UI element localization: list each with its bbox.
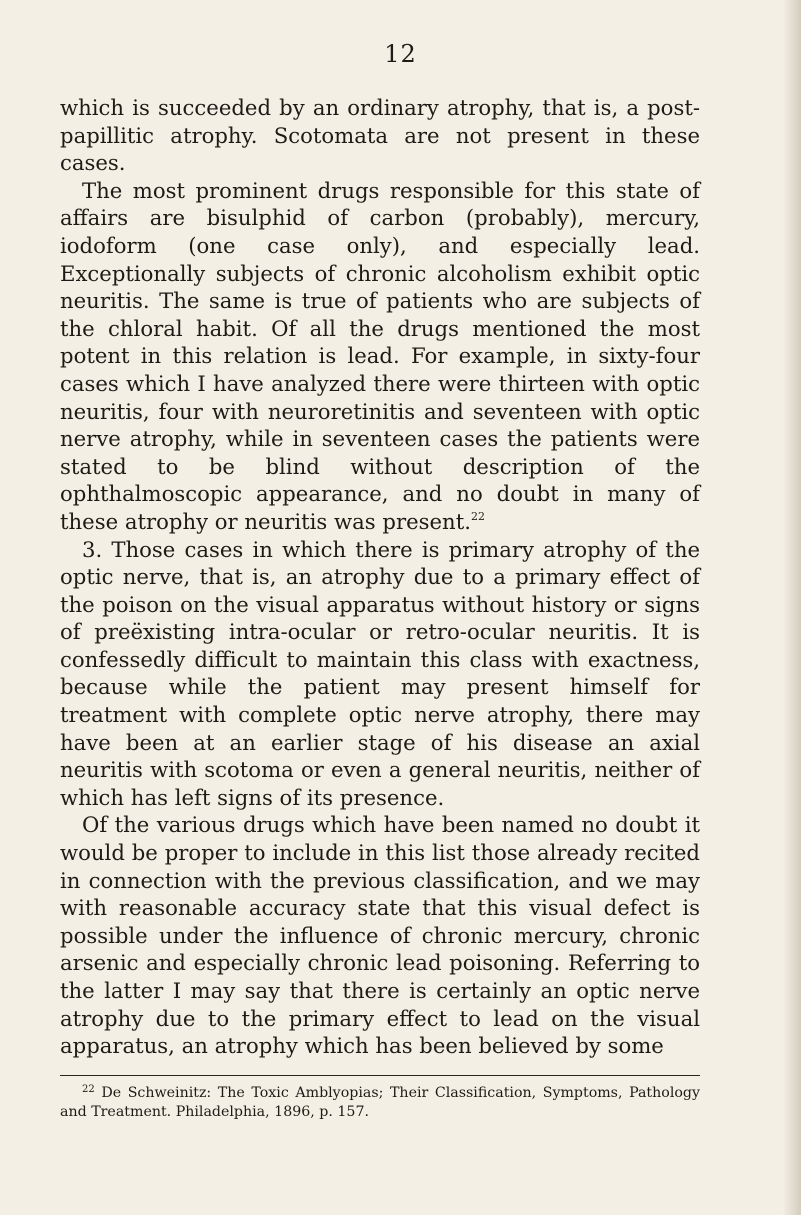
paragraph-2 xyxy=(60,177,700,536)
footnote-number: 22 xyxy=(82,1084,95,1095)
footnote xyxy=(60,1084,700,1122)
paragraph-3: 3. Those cases in which there is primary atrophy of the optic nerve, that is, an atrophy due to a primary effect of the poison on the visual apparatus without history or signs of preëxisting intra-ocular or retro-ocular neuritis. It is confessedly difficult to maintain this class with exactness, because while the patient may present himself for treatment with complete optic nerve atrophy, there may have been at an earlier stage of his disease an axial neuritis with scotoma or even a general neuritis, neither of which has left signs of its presence. xyxy=(60,536,700,810)
paragraph-2-text: The most prominent drugs responsible for this state of affairs are bisulphid of carbon (probably), mercury, iodoform (one case only), and especially lead. Exceptionally subjects of chronic alcoholism exhibit optic neuritis. The same is true of patients who are subjects of the chloral habit. Of all the drugs mentioned the most potent in this relation is lead. For example, in sixty-four cases which I have analyzed there were thirteen with optic neuritis, four with neuroretinitis and seventeen with optic nerve atrophy, while in seventeen cases the patients were stated to be blind without description of the ophthalmoscopic appearance, and no doubt in many of these atrophy or neuritis was present. xyxy=(60,177,700,534)
footnote-text: De Schweinitz: The Toxic Amblyopias; Their Classification, Symptoms, Pathology and Treatment. Philadelphia, 1896, p. 157. xyxy=(60,1085,700,1120)
footnote-divider xyxy=(60,1075,700,1076)
footnote-reference: 22 xyxy=(470,509,485,523)
page-number: 12 xyxy=(384,40,417,68)
paragraph-1: which is succeeded by an ordinary atrophy, that is, a post-papillitic atrophy. Scotomata are not present in these cases. xyxy=(60,95,700,176)
body-text xyxy=(60,94,700,1060)
paragraph-4: Of the various drugs which have been named no doubt it would be proper to include in this list those already recited in connection with the previous classification, and we may with reasonable accuracy state that this visual defect is possible under the influence of chronic mercury, chronic arsenic and especially chronic lead poisoning. Referring to the latter I may say that there is certainly an optic nerve atrophy due to the primary effect to lead on the visual apparatus, an atrophy which has been believed by some xyxy=(60,812,700,1059)
page-edge-shadow xyxy=(783,0,801,1215)
